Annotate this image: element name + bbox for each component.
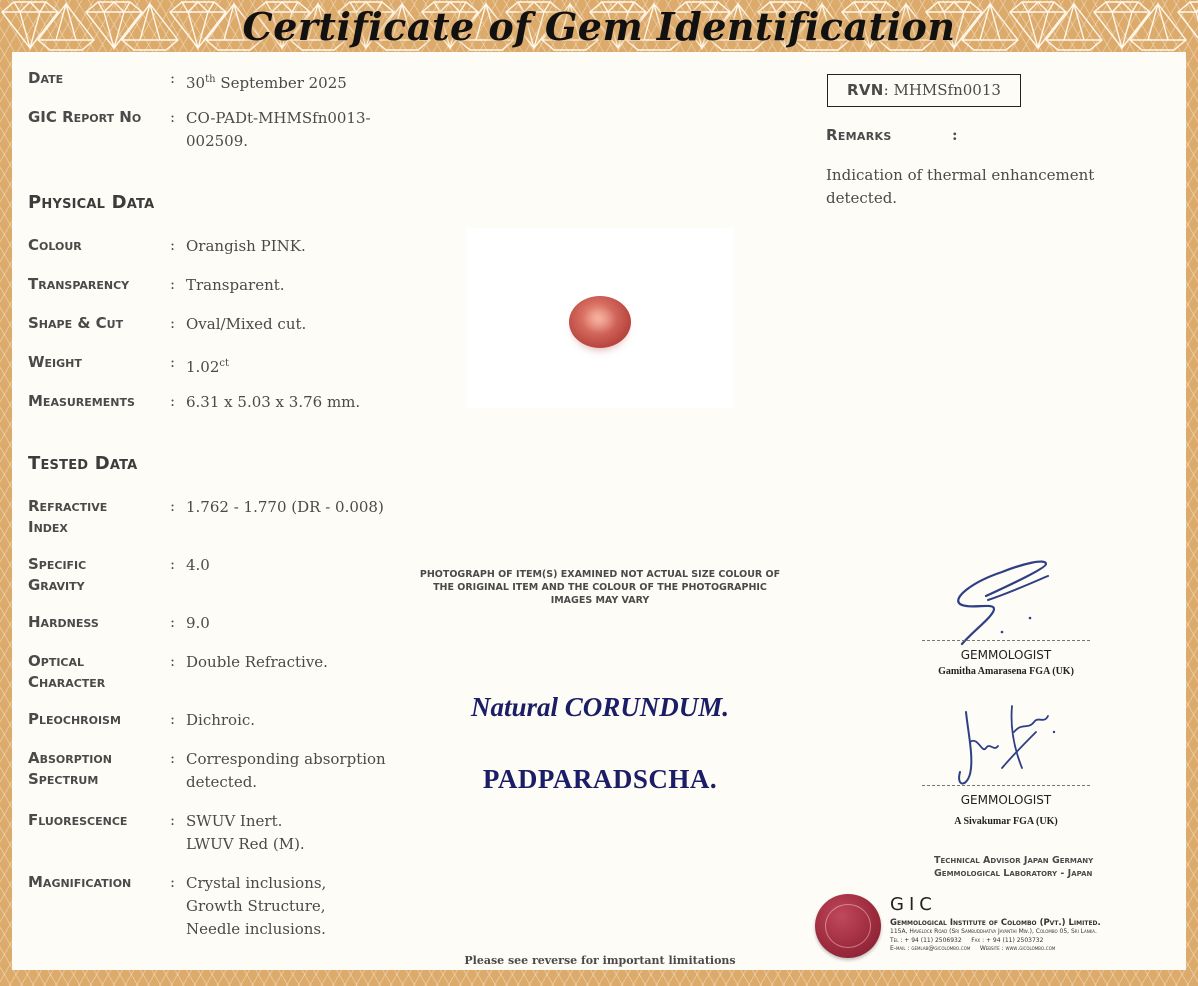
photo-disclaimer [400, 568, 800, 607]
label-line: Absorption [28, 749, 112, 767]
signature-2-title: GEMMOLOGIST [960, 793, 1052, 807]
institute-contact [890, 928, 1190, 954]
signature-1-name: Gamitha Amarasena FGA (UK) [938, 666, 1074, 677]
variety-identification: PADPARADSCHA. [482, 764, 718, 794]
specific-gravity-label [28, 554, 154, 596]
colon: : [170, 314, 176, 332]
remarks-line: Indication of thermal enhancement [826, 166, 1095, 184]
weight-field [28, 352, 408, 376]
technical-advisor [934, 854, 1134, 880]
colon: : [170, 236, 176, 254]
optical-character-label [28, 651, 154, 693]
report-number-line2: 002509. [186, 132, 249, 150]
magnification-label: Magnification [28, 873, 132, 891]
rvn-label: RVN [847, 81, 884, 99]
institute-email[interactable]: E-mail : gemlab@gicolombo.com [890, 945, 971, 952]
date-label: Date [28, 69, 64, 87]
institute-email-web [890, 945, 1190, 954]
label-line: Specific [28, 555, 87, 573]
transparency-field [28, 274, 408, 298]
label-line: Gravity [28, 576, 85, 594]
report-number-label: GIC Report No [28, 108, 142, 126]
signature-1-line [922, 640, 1090, 641]
colon: : [170, 555, 176, 573]
colon: : [170, 275, 176, 293]
tested-data-heading: Tested Data [28, 453, 138, 474]
value-line: Corresponding absorption [186, 750, 386, 768]
colour-field [28, 235, 408, 259]
signature-2-name: A Sivakumar FGA (UK) [954, 816, 1058, 827]
value-line: Crystal inclusions, [186, 874, 327, 892]
technical-advisor-line: Gemmological Laboratory - Japan [934, 868, 1093, 879]
date-suffix: th [205, 74, 216, 85]
date-day: 30 [186, 74, 206, 92]
remarks-label: Remarks [826, 126, 892, 144]
date-field [28, 68, 408, 92]
institute-phone-fax [890, 937, 1190, 946]
date-value [186, 68, 347, 95]
refractive-index-label [28, 496, 154, 538]
remarks-text [826, 164, 1094, 210]
institute-name: Gemmological Institute of Colombo (Pvt.) Limited. [890, 918, 1101, 928]
measurements-label: Measurements [28, 392, 135, 410]
hardness-field [28, 612, 408, 636]
colon: : [170, 710, 176, 728]
disclaimer-line: PHOTOGRAPH OF ITEM(S) EXAMINED NOT ACTUAL SIZE COLOUR OF [419, 569, 781, 580]
transparency-label: Transparency [28, 275, 130, 293]
shape-cut-label: Shape & Cut [28, 314, 124, 332]
pleochroism-label: Pleochroism [28, 710, 121, 728]
signature-1-icon [942, 554, 1062, 646]
measurements-value: 6.31 x 5.03 x 3.76 mm. [186, 393, 361, 411]
fluorescence-value [186, 810, 305, 856]
absorption-spectrum-label [28, 748, 154, 790]
colon: : [170, 873, 176, 891]
colon: : [170, 811, 176, 829]
magnification-field [28, 872, 408, 942]
physical-data-heading: Physical Data [28, 192, 155, 213]
label-line: Optical [28, 652, 85, 670]
signature-2-icon [952, 702, 1062, 790]
specific-gravity-value: 4.0 [186, 556, 210, 574]
report-number-field [28, 107, 408, 155]
weight-number: 1.02 [186, 358, 220, 376]
species-identification: Natural CORUNDUM. [470, 692, 730, 722]
colon: : [170, 392, 176, 410]
report-number-line1: CO-PADt-MHMSfn0013- [186, 109, 371, 127]
institute-tel: Tel : + 94 (11) 2506932 [890, 936, 962, 944]
colon: : [170, 749, 176, 767]
label-line: Spectrum [28, 770, 99, 788]
weight-value [186, 352, 229, 379]
shape-cut-value: Oval/Mixed cut. [186, 315, 307, 333]
absorption-spectrum-value [186, 748, 386, 794]
optical-character-field [28, 651, 408, 695]
disclaimer-line: THE ORIGINAL ITEM AND THE COLOUR OF THE PHOTOGRAPHIC [433, 582, 767, 593]
value-line: Needle inclusions. [186, 920, 326, 938]
colon: : [170, 652, 176, 670]
certificate-body [12, 52, 1186, 970]
label-line: Refractive [28, 497, 108, 515]
colon: : [170, 353, 176, 371]
colon: : [170, 613, 176, 631]
refractive-index-value: 1.762 - 1.770 (DR - 0.008) [186, 498, 384, 516]
weight-unit: ct [219, 358, 230, 369]
gic-logo: GIC [890, 894, 937, 915]
report-number-value [186, 107, 371, 153]
value-line: Growth Structure, [186, 897, 326, 915]
pleochroism-field [28, 709, 408, 733]
limitations-note: Please see reverse for important limitations [464, 954, 736, 967]
absorption-spectrum-field [28, 748, 408, 794]
institute-website[interactable]: Website : www.gicolombo.com [979, 945, 1056, 952]
date-month-year: September 2025 [215, 74, 347, 92]
label-line: Index [28, 518, 68, 536]
colon: : [170, 108, 176, 126]
magnification-value [186, 872, 326, 941]
measurements-field [28, 391, 408, 415]
rvn-box [827, 74, 1021, 107]
specific-gravity-field [28, 554, 408, 598]
hardness-value: 9.0 [186, 614, 210, 632]
fluorescence-label: Fluorescence [28, 811, 128, 829]
remarks-colon: : [952, 126, 958, 144]
gem-photo [466, 228, 734, 408]
gemstone-image [569, 296, 631, 348]
optical-character-value: Double Refractive. [186, 653, 328, 671]
shape-cut-field [28, 313, 408, 337]
certificate-title-text: Certificate of Gem Identification [242, 4, 956, 49]
value-line: SWUV Inert. [186, 812, 283, 830]
value-line: detected. [186, 773, 258, 791]
value-line: LWUV Red (M). [186, 835, 305, 853]
refractive-index-field [28, 496, 408, 540]
wax-seal-icon [815, 894, 881, 958]
technical-advisor-line: Technical Advisor Japan Germany [934, 855, 1094, 866]
disclaimer-line: IMAGES MAY VARY [550, 595, 650, 606]
colon: : [170, 497, 176, 515]
fluorescence-field [28, 810, 408, 856]
signature-1-title: GEMMOLOGIST [960, 648, 1052, 662]
colour-value: Orangish PINK. [186, 237, 306, 255]
institute-fax: Fax : + 94 (11) 2503732 [971, 936, 1044, 944]
colon: : [170, 69, 176, 87]
weight-label: Weight [28, 353, 82, 371]
remarks-line: detected. [826, 189, 898, 207]
pleochroism-value: Dichroic. [186, 711, 256, 729]
transparency-value: Transparent. [186, 276, 285, 294]
hardness-label: Hardness [28, 613, 99, 631]
signature-2-line [922, 785, 1090, 786]
label-line: Character [28, 673, 106, 691]
certificate-title [0, 0, 1198, 52]
rvn-value: : MHMSfn0013 [883, 81, 1001, 99]
institute-address: 115A, Havelock Road (Sri Sambuddhatva Jayanthi Mw.), Colombo 05, Sri Lanka. [890, 928, 1097, 935]
colour-label: Colour [28, 236, 82, 254]
